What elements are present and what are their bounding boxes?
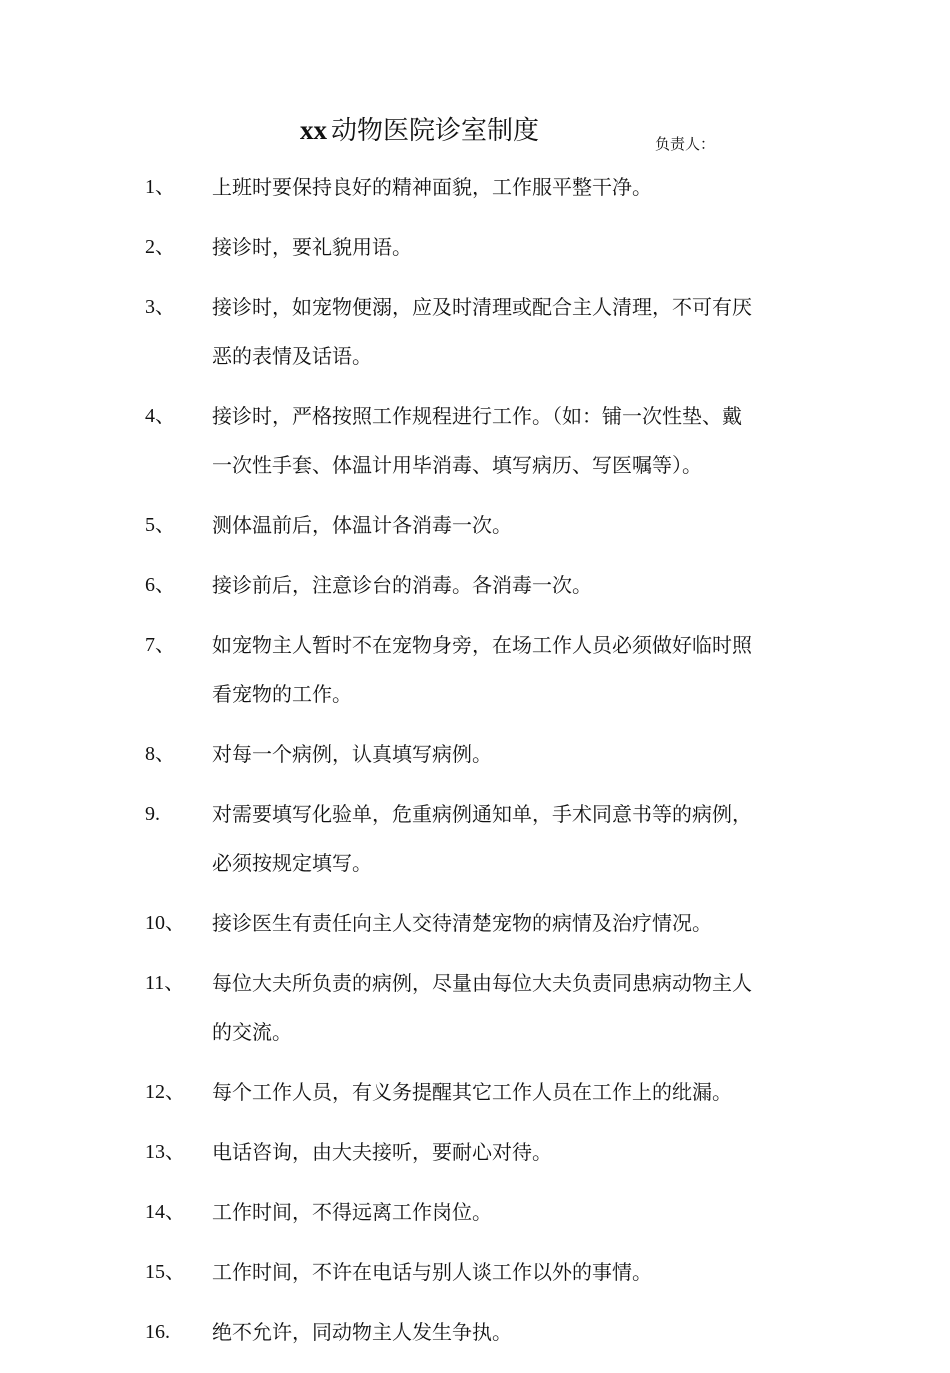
- rule-number: 9.: [145, 803, 160, 825]
- rule-text: [212, 1188, 825, 1237]
- rule-item: [145, 964, 825, 1062]
- rule-text-line: 上班时要保持良好的精神面貌，工作服平整干净。: [212, 175, 652, 199]
- rule-item: [145, 1073, 825, 1122]
- rule-number: 14、: [145, 1201, 185, 1223]
- document-title: [300, 112, 539, 149]
- rule-item: [145, 1133, 825, 1182]
- responsible-person-label: 负责人：: [655, 135, 716, 153]
- rules-list: [145, 168, 825, 1373]
- rule-text-line: 每个工作人员，有义务提醒其它工作人员在工作上的纰漏。: [212, 1080, 732, 1104]
- rule-text-line: 如宠物主人暂时不在宠物身旁，在场工作人员必须做好临时照: [212, 633, 752, 657]
- rule-number: 13、: [145, 1141, 185, 1163]
- rule-item: [145, 566, 825, 615]
- rule-text: [212, 501, 825, 550]
- rule-text: [212, 223, 825, 272]
- rule-item: [145, 735, 825, 784]
- rule-text-line: 工作时间，不许在电话与别人谈工作以外的事情。: [212, 1260, 652, 1284]
- rule-text: [212, 1068, 825, 1117]
- rule-text-line: 接诊时，严格按照工作规程进行工作。（如：铺一次性垫、戴: [212, 404, 742, 428]
- rule-item: [145, 1193, 825, 1242]
- rule-text-line: 接诊前后，注意诊台的消毒。各消毒一次。: [212, 573, 592, 597]
- rule-text-line: 必须按规定填写。: [212, 851, 372, 875]
- rule-text: [212, 283, 825, 381]
- rule-text-line: 接诊时，要礼貌用语。: [212, 235, 412, 259]
- rule-text-line: 看宠物的工作。: [212, 682, 352, 706]
- rule-number: 4、: [145, 405, 175, 427]
- rule-text: [212, 621, 825, 719]
- rule-text-line: 接诊医生有责任向主人交待清楚宠物的病情及治疗情况。: [212, 911, 712, 935]
- rule-text: [212, 1308, 825, 1357]
- rule-text-line: 绝不允许，同动物主人发生争执。: [212, 1320, 512, 1344]
- rule-text-line: 对每一个病例，认真填写病例。: [212, 742, 492, 766]
- rule-item: [145, 168, 825, 217]
- rule-text-line: 恶的表情及话语。: [212, 344, 372, 368]
- rule-text: [212, 163, 825, 212]
- rule-number: 5、: [145, 514, 175, 536]
- title-text: 动物医院诊室制度: [331, 116, 540, 146]
- rule-item: [145, 1253, 825, 1302]
- rule-item: [145, 795, 825, 893]
- rule-item: [145, 228, 825, 277]
- rule-text-line: 电话咨询，由大夫接听，要耐心对待。: [212, 1140, 552, 1164]
- rule-text-line: 每位大夫所负责的病例，尽量由每位大夫负责同患病动物主人: [212, 971, 752, 995]
- rule-number: 12、: [145, 1081, 185, 1103]
- rule-number: 16.: [145, 1321, 170, 1343]
- rule-text-line: 一次性手套、体温计用毕消毒、填写病历、写医嘱等）。: [212, 453, 702, 477]
- rule-text: [212, 790, 825, 888]
- rule-number: 11、: [145, 972, 185, 994]
- rule-text: [212, 1248, 825, 1297]
- rule-number: 2、: [145, 236, 175, 258]
- rule-item: [145, 626, 825, 724]
- title-prefix: xx: [300, 115, 327, 145]
- rule-text: [212, 959, 825, 1057]
- rule-text: [212, 561, 825, 610]
- rule-text: [212, 392, 825, 490]
- rule-text: [212, 1128, 825, 1177]
- rule-text-line: 接诊时，如宠物便溺，应及时清理或配合主人清理，不可有厌: [212, 295, 752, 319]
- rule-number: 6、: [145, 574, 175, 596]
- rule-text: [212, 730, 825, 779]
- rule-item: [145, 1313, 825, 1362]
- rule-text-line: 工作时间，不得远离工作岗位。: [212, 1200, 492, 1224]
- rule-item: [145, 506, 825, 555]
- rule-number: 15、: [145, 1261, 185, 1283]
- rule-item: [145, 904, 825, 953]
- rule-number: 8、: [145, 743, 175, 765]
- rule-number: 1、: [145, 176, 175, 198]
- rule-text-line: 的交流。: [212, 1020, 292, 1044]
- rule-text-line: 测体温前后，体温计各消毒一次。: [212, 513, 512, 537]
- rule-text-line: 对需要填写化验单，危重病例通知单，手术同意书等的病例，: [212, 802, 752, 826]
- rule-item: [145, 397, 825, 495]
- rule-text: [212, 899, 825, 948]
- rule-number: 7、: [145, 634, 175, 656]
- rule-number: 10、: [145, 912, 185, 934]
- rule-item: [145, 288, 825, 386]
- rule-number: 3、: [145, 296, 175, 318]
